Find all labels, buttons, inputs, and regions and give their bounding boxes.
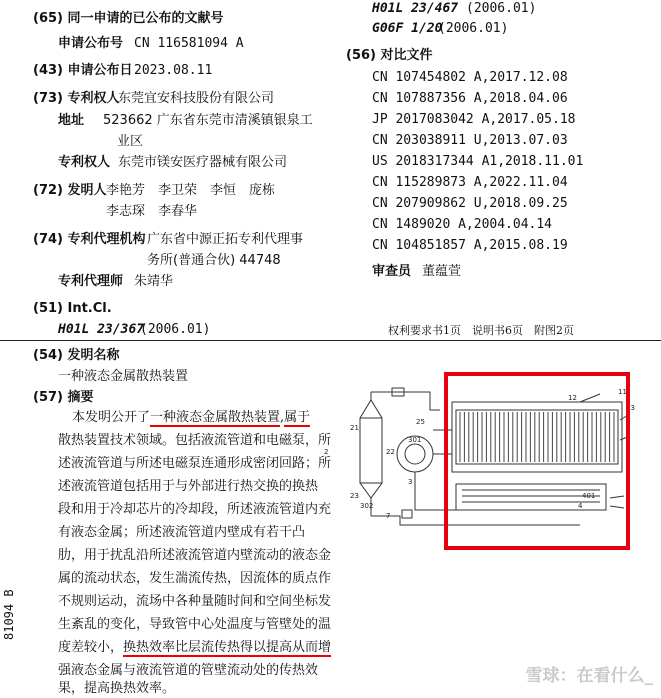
field-51-label: (51) Int.Cl.: [33, 301, 112, 316]
abstract-line-11: 度差较小，换热效率比层流传热得以提高从而增: [58, 640, 332, 655]
label-6: 6: [626, 492, 631, 500]
field-73-label: (73) 专利权人: [33, 91, 120, 106]
reference-item: CN 1489020 A,2004.04.14: [372, 217, 553, 232]
abstract-line-2: 散热装置技术领域。包括液流管道和电磁泵，所: [58, 433, 332, 448]
abstract-line-1: 本发明公开了一种液态金属散热装置,属于: [72, 410, 311, 425]
label-1: 1: [626, 426, 631, 434]
abstract-line-13: 果，提高换热效率。: [58, 681, 176, 696]
reference-item: CN 203038911 U,2013.07.03: [372, 133, 568, 148]
reference-item: CN 107454802 A,2017.12.08: [372, 70, 568, 85]
examiner-label: 审查员: [372, 264, 412, 279]
agency-line-1: 广东省中源正拓专利代理事: [147, 232, 304, 247]
field-65-label: (65) 同一申请的已公布的文献号: [33, 11, 224, 26]
watermark-text: 雪球：在看什么_: [525, 666, 653, 686]
side-document-number: 81094 B: [2, 589, 16, 640]
label-23: 23: [350, 492, 359, 500]
label-401: 401: [582, 492, 596, 500]
abstract-line-9: 不规则运动，流场中各种量随时间和空间坐标发: [58, 594, 332, 609]
field-54-label: (54) 发明名称: [33, 348, 120, 363]
label-12: 12: [568, 394, 577, 402]
ipc-date-1: (2006.01): [466, 1, 537, 16]
reference-item: CN 104851857 A,2015.08.19: [372, 238, 568, 253]
reference-item: JP 2017083042 A,2017.05.18: [372, 112, 576, 127]
ipc-class-1: H01L 23/467: [372, 1, 459, 16]
examiner-value: 董蕴萱: [422, 264, 462, 279]
label-7: 7: [386, 512, 391, 520]
pub-no-value: CN 116581094 A: [134, 36, 244, 51]
field-73-value: 东莞宜安科技股份有限公司: [118, 91, 275, 106]
ipc-main-class: H01L 23/367: [58, 322, 145, 337]
label-21: 21: [350, 424, 359, 432]
agency-line-2: 务所(普通合伙) 44748: [147, 253, 281, 268]
reference-item: CN 207909862 U,2018.09.25: [372, 196, 568, 211]
agent-value: 朱靖华: [134, 274, 174, 289]
abstract-line-8: 属的流动状态，发生湍流传热，因流体的质点作: [58, 571, 332, 586]
tank-21: [360, 418, 382, 483]
field-43-label: (43) 申请公布日: [33, 63, 133, 78]
abstract-line-3: 述液流管道与所述电磁泵连通形成密闭回路；所: [58, 456, 332, 471]
abstract-line-5: 段和用于冷却芯片的冷却段，所述液流管道内充: [58, 502, 332, 517]
address-label: 地址: [58, 113, 85, 128]
figure-highlight-box: [444, 372, 630, 550]
reference-item: US 2018317344 A1,2018.11.01: [372, 154, 584, 169]
label-22: 22: [386, 448, 395, 456]
ipc-class-2: G06F 1/20: [372, 21, 443, 36]
agent-label: 专利代理师: [58, 274, 124, 289]
ipc-date-2: (2006.01): [438, 21, 509, 36]
label-11: 11: [618, 388, 627, 396]
label-3: 3: [408, 478, 413, 486]
inventors-line-2: 李志琛 李春华: [106, 204, 198, 219]
address-line-2: 业区: [117, 134, 144, 149]
pub-no-label: 申请公布号: [58, 36, 124, 51]
inventors-line-1: 李艳芳 李卫荣 李恒 庞栋: [106, 183, 276, 198]
label-13: 13: [626, 404, 635, 412]
label-25: 25: [416, 418, 425, 426]
abstract-line-12: 强液态金属与液流管道的管壁流动处的传热效: [58, 663, 319, 678]
abstract-highlight-2: 换热效率比层流传热得以提高从而增: [123, 640, 332, 655]
field-72-label: (72) 发明人: [33, 183, 107, 198]
abstract-line-4: 述液流管道包括用于与外部进行热交换的换热: [58, 479, 319, 494]
abstract-highlight-1: 一种液态金属散热装置: [150, 410, 281, 425]
label-4: 4: [578, 502, 583, 510]
label-301: 301: [408, 436, 422, 444]
section-divider: [0, 340, 661, 341]
abstract-line-10: 生紊乱的变化，导致管中心处温度与管壁处的温: [58, 617, 332, 632]
label-2: 2: [324, 448, 329, 456]
abstract-line-6: 有液态金属；所述液流管道内壁成有若干凸: [58, 525, 306, 540]
field-74-label: (74) 专利代理机构: [33, 232, 146, 247]
field-73b-label: 专利权人: [58, 155, 111, 170]
page-counts: 权利要求书1页 说明书6页 附图2页: [388, 324, 574, 337]
label-5: 5: [626, 508, 631, 516]
field-73b-value: 东莞市镁安医疗器械有限公司: [118, 155, 288, 170]
field-57-label: (57) 摘要: [33, 390, 94, 405]
label-302: 302: [360, 502, 374, 510]
address-line-1: 523662 广东省东莞市清溪镇银泉工: [103, 113, 313, 128]
abstract-line-7: 肋，用于扰乱沿所述液流管道内壁流动的液态金: [58, 548, 332, 563]
reference-item: CN 107887356 A,2018.04.06: [372, 91, 568, 106]
invention-title: 一种液态金属散热装置: [58, 369, 189, 384]
reference-item: CN 115289873 A,2022.11.04: [372, 175, 568, 190]
ipc-main-date: (2006.01): [140, 322, 211, 337]
field-43-value: 2023.08.11: [134, 63, 213, 78]
field-56-label: (56) 对比文件: [346, 48, 433, 63]
